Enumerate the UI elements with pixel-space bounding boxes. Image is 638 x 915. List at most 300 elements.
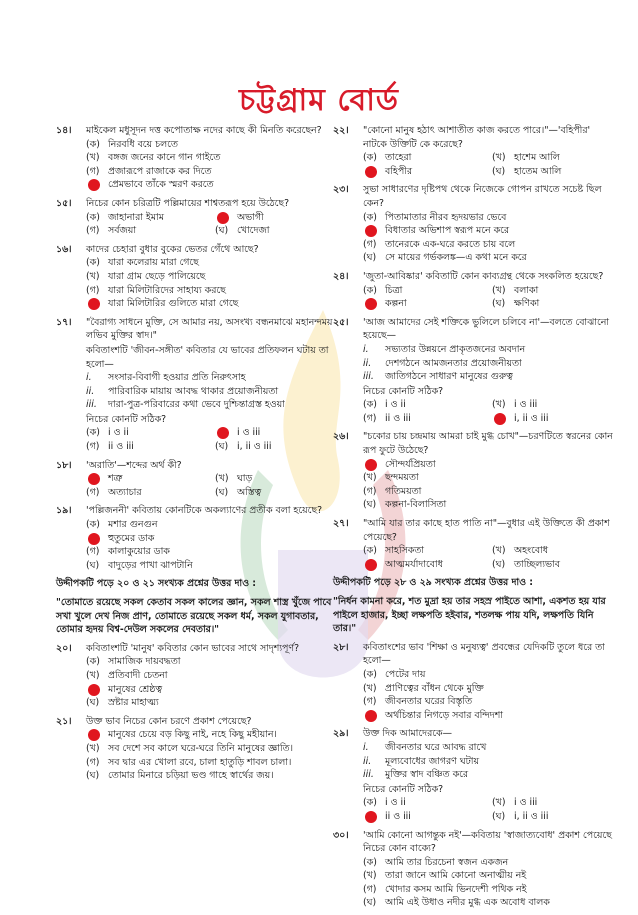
answer-option[interactable] <box>363 544 486 558</box>
statement-text: দারা-পুত্র-পরিবারের কথা ভেবে দুশ্চিন্তাগ্রস্ত হওয়া <box>108 399 285 411</box>
option-text: i, ii ও iii <box>514 412 549 424</box>
answer-option[interactable] <box>86 683 338 697</box>
option-text: মশার গুনগুন <box>108 519 158 531</box>
options-list <box>363 284 615 311</box>
answer-marker <box>365 559 377 571</box>
answer-option[interactable] <box>86 472 209 486</box>
option-label: (ঘ) <box>86 697 100 709</box>
answer-option[interactable] <box>215 486 338 500</box>
answer-option[interactable] <box>86 756 338 770</box>
option-label: (ঘ) <box>363 252 377 264</box>
option-label: (ঘ) <box>363 499 377 511</box>
question-number: ২৭। <box>333 518 349 530</box>
question-item <box>56 642 338 710</box>
answer-option[interactable] <box>363 668 615 682</box>
statement-item <box>363 768 615 782</box>
option-label: (ক) <box>86 427 100 439</box>
option-text: বঙ্গজ জনের কানে গান গাইতে <box>108 152 221 164</box>
answer-option[interactable] <box>492 412 615 426</box>
answer-option[interactable] <box>363 471 615 485</box>
option-text: ছন্দময়তা <box>385 472 419 484</box>
option-text: সব দ্বার এর খোলা রবে, চালা হাতুড়ি শাবল চালা। <box>108 756 292 768</box>
option-label: (ক) <box>86 519 100 531</box>
option-text: i, ii ও iii <box>237 441 272 453</box>
option-label: (ক) <box>363 545 377 557</box>
option-text: যারা মিলিটারিদের সাহায্য করছে <box>108 284 226 296</box>
answer-option[interactable] <box>363 165 486 179</box>
option-label: (ক) <box>363 211 377 223</box>
option-text: সৌন্দর্যপ্রিয়তা <box>385 458 436 470</box>
answer-option[interactable] <box>86 297 338 311</box>
answer-option[interactable] <box>363 883 615 897</box>
stimulus-text: "তোমাতে রয়েছে সকল কেতাব সকল কালের জ্ঞান, সকল শাস্ত্র খুঁজে পাবে সখা খুলে দেখ নিজ প্রাণ, তোমাতে রয়েছে সকল ধর্ম, সকল যুগাবতার, তোমার হৃদয় বিশ্ব-দেউল সকলের দেবতার।" <box>56 597 332 636</box>
statement-label: ii. <box>363 755 372 767</box>
option-text: i ও ii <box>385 797 406 809</box>
question-number: ২৩। <box>333 184 349 196</box>
option-text: প্রজারূপে রাজাকে কর দিতে <box>108 165 212 177</box>
option-label: (খ) <box>86 270 100 282</box>
statement-label: ii. <box>86 385 95 397</box>
option-label: (খ) <box>492 545 506 557</box>
option-text: কল্পনা-বিলাসিতা <box>385 499 447 511</box>
option-text: যারা কলেরায় মারা গেছে <box>108 257 199 269</box>
answer-marker <box>88 298 100 310</box>
question-stem: 'আজ আমাদের সেই শক্তিকে ভুলিলে চলিবে না'—বলতে বোঝানো হয়েছে— <box>363 316 610 342</box>
question-stem: 'আমি কোনো আগন্তুক নই'—কবিতায় 'স্বাজাত্যবোধ' প্রকাশ পেয়েছে নিচের কোন বাক্যে? <box>363 829 612 855</box>
answer-option[interactable] <box>86 669 338 683</box>
answer-option[interactable] <box>86 138 338 152</box>
answer-option[interactable] <box>363 398 486 412</box>
options-list <box>363 856 615 910</box>
question-item <box>333 727 615 823</box>
answer-option[interactable] <box>86 532 338 546</box>
answer-option[interactable] <box>86 728 338 742</box>
answer-option[interactable] <box>86 256 338 270</box>
question-number: ২৪। <box>333 270 349 282</box>
question-number: ২৫। <box>333 316 349 328</box>
question-stem: "কোনো মানুষ হঠাৎ আশাতীত কাজ করতে পারে।"—'বহিপীর' নাটকে উক্তিটি কে করেছে? <box>363 125 591 150</box>
option-text: হাশেম আলি <box>514 152 560 164</box>
question-number: ৩০। <box>333 829 349 841</box>
question-stem: কাদের চেহারা বুধার বুকের ভেতর গেঁথে আছে? <box>86 243 259 255</box>
option-text: শত্রু <box>108 473 123 485</box>
option-label: (গ) <box>363 485 377 497</box>
statement-item <box>363 357 615 371</box>
options-list <box>363 398 615 425</box>
question-number: ১৭। <box>56 316 72 328</box>
options-list <box>363 458 615 512</box>
statement-item <box>86 385 338 399</box>
option-text: আত্মমর্যাদাবোধ <box>385 558 443 570</box>
statement-item <box>363 370 615 384</box>
options-list <box>86 138 338 192</box>
statement-label: i. <box>86 372 92 384</box>
answer-option[interactable] <box>363 682 615 696</box>
option-label: (গ) <box>363 412 377 424</box>
option-label: (ঘ) <box>492 558 506 570</box>
statement-text: মূল্যবোধের জাগরণ ঘটায় <box>385 755 479 767</box>
option-text: ক্ষণিকা <box>514 298 540 310</box>
answer-marker <box>88 473 100 485</box>
option-label: (গ) <box>86 756 100 768</box>
answer-option[interactable] <box>492 544 615 558</box>
option-label: (ঘ) <box>492 298 506 310</box>
answer-option[interactable] <box>215 426 338 440</box>
question-number: ২০। <box>56 642 72 654</box>
question-number: ১৮। <box>56 459 72 471</box>
answer-option[interactable] <box>86 426 209 440</box>
statement-item <box>86 398 338 412</box>
statement-label: i. <box>363 343 369 355</box>
question-item <box>333 183 615 265</box>
statement-item <box>363 755 615 769</box>
option-text: পিতামাতার নীরব হৃদয়ভার ভেবে <box>385 211 507 223</box>
answer-option[interactable] <box>215 440 338 454</box>
option-text: জাহানারা ইমাম <box>108 211 164 223</box>
answer-option[interactable] <box>86 178 338 192</box>
question-item <box>56 243 338 311</box>
option-label: (ঘ) <box>363 897 377 909</box>
option-text: অভাগী <box>237 211 264 223</box>
question-number: ১৯। <box>56 505 72 517</box>
answer-option[interactable] <box>492 284 615 298</box>
question-stem: উক্ত ভাব নিচের কোন চরণে প্রকাশ পেয়েছে? <box>86 715 252 727</box>
answer-option[interactable] <box>363 810 486 824</box>
option-label: (ঘ) <box>86 559 100 571</box>
answer-option[interactable] <box>363 485 615 499</box>
question-stem: 'পল্লিজননী' কবিতায় কোনটিকে অকল্যাণের প্রতীক বলা হয়েছে? <box>86 505 323 517</box>
option-label: (গ) <box>86 165 100 177</box>
answer-option[interactable] <box>492 297 615 311</box>
option-text: সাহসিকতা <box>385 545 425 557</box>
options-list <box>363 796 615 823</box>
option-label: (গ) <box>86 546 100 558</box>
answer-option[interactable] <box>363 211 615 225</box>
question-number: ২৮। <box>333 641 349 653</box>
question-stem: "আমি যার তার কাছে হাত পাতি না"—বুধার এই উক্তিতে কী প্রকাশ পেয়েছে? <box>363 518 610 543</box>
option-label: (ক) <box>363 399 377 411</box>
option-label: (গ) <box>363 696 377 708</box>
answer-option[interactable] <box>215 211 338 225</box>
option-text: তানেরকে এক-ঘরে করতে চায় বলে <box>385 238 516 250</box>
stimulus-text: "নির্ধন কামনা করে, শত মুদ্রা হয় তার সহস্র পাইতে আশা, একশত হয় যার পাইলে হাজার, ইচ্ছা লক্ষপতি হইবার, শতলক্ষ পায় যদি, লক্ষপতি যিনি তার।" <box>333 596 606 635</box>
answer-option[interactable] <box>86 165 338 179</box>
answer-option[interactable] <box>363 458 615 472</box>
option-label: (ক) <box>86 211 100 223</box>
options-list <box>363 544 615 571</box>
option-text: সে মায়ের গর্ভকলঙ্ক—এ কথা মনে করে <box>385 252 527 264</box>
option-label: (খ) <box>492 284 506 296</box>
options-list <box>363 668 615 722</box>
statement-text: পারিবারিক মায়ায় আবদ্ধ থাকার প্রয়োজনীয়তা <box>108 385 279 397</box>
answer-option[interactable] <box>363 224 615 238</box>
answer-option[interactable] <box>86 559 338 573</box>
question-item <box>56 459 338 500</box>
option-text: কালাকুয়োর ডাক <box>108 546 170 558</box>
question-number: ১৪। <box>56 125 72 136</box>
answer-option[interactable] <box>363 498 615 512</box>
statement-label: iii. <box>363 769 374 781</box>
answer-option[interactable] <box>86 518 338 532</box>
option-text: অস্তিত্ব <box>237 486 262 498</box>
answer-option[interactable] <box>363 297 486 311</box>
question-stem: মাইকেল মধুসূদন দত্ত কপোতাক্ষ নদের কাছে কী মিনতি করেছেন? <box>86 125 322 136</box>
option-text: তাহেরা <box>385 152 412 164</box>
option-text: ii ও iii <box>385 810 411 822</box>
answer-option[interactable] <box>363 896 615 910</box>
option-text: বিধাতার অভিশাপ স্বরূপ মনে করে <box>385 225 510 237</box>
option-text: আমি এই উধাও নদীর মুগ্ধ এক অবোধ বালক <box>385 897 550 909</box>
option-text: গতিময়তা <box>385 485 422 497</box>
option-text: অর্থচিন্তার নিগড়ে সবার বন্দিদশা <box>385 709 503 721</box>
option-label: (ঘ) <box>492 810 506 822</box>
question-item <box>56 504 338 572</box>
question-item <box>56 316 338 454</box>
question-stem: 'অরাতি'—শব্দের অর্থ কী? <box>86 459 182 471</box>
answer-option[interactable] <box>492 398 615 412</box>
answer-option[interactable] <box>492 558 615 572</box>
option-text: সামাজিক দায়বদ্ধতা <box>108 656 181 668</box>
option-text: অত্যাচার <box>108 486 142 498</box>
answer-option[interactable] <box>363 284 486 298</box>
option-text: ঘাড় <box>237 473 253 485</box>
statement-item <box>363 343 615 357</box>
option-text: হুতুমের ডাক <box>108 532 155 544</box>
options-list <box>86 256 338 310</box>
answer-option[interactable] <box>363 151 486 165</box>
statement-item <box>363 741 615 755</box>
option-text: যারা গ্রাম ছেড়ে পালিয়েছে <box>108 270 206 282</box>
option-label: (গ) <box>86 441 100 453</box>
answer-option[interactable] <box>363 856 615 870</box>
statement-text: সভ্যতার উন্নয়নে প্রাকৃতজনের অবদান <box>385 343 526 355</box>
question-item <box>333 517 615 571</box>
option-text: সর্বজয়া <box>108 225 137 237</box>
option-text: স্রষ্টার মাহাত্ম্য <box>108 697 159 709</box>
answer-option[interactable] <box>492 165 615 179</box>
option-text: i ও ii <box>385 399 406 411</box>
option-text: তারা জানে আমি কোনো অনাত্মীয় নই <box>385 870 527 882</box>
question-number: ১৬। <box>56 243 72 255</box>
answer-option[interactable] <box>215 472 338 486</box>
question-stem-2: কবিতাংশটি 'জীবন-সঙ্গীত' কবিতার যে ভাবের প্রতিফলন ঘটায় তা হলো— <box>86 344 329 370</box>
answer-marker <box>88 729 100 741</box>
answer-option[interactable] <box>363 695 615 709</box>
answer-marker <box>365 166 377 178</box>
answer-option[interactable] <box>492 796 615 810</box>
answer-option[interactable] <box>492 810 615 824</box>
statement-text: জীবনতার ঘরে আবদ্ধ রাখে <box>385 741 487 753</box>
option-text: i ও iii <box>514 399 538 411</box>
answer-marker <box>365 459 377 471</box>
option-text: তোমার মিনারে চড়িয়া ভণ্ড গাহে স্বার্থের জয়। <box>108 770 274 782</box>
question-item <box>56 124 338 192</box>
answer-option[interactable] <box>492 151 615 165</box>
options-list <box>363 211 615 265</box>
option-text: পেটের দায় <box>385 668 426 680</box>
answer-option[interactable] <box>86 284 338 298</box>
option-text: হাতেম আলি <box>514 165 562 177</box>
answer-marker <box>365 298 377 310</box>
option-text: তাচ্ছিল্যভাব <box>514 558 560 570</box>
option-text: মানুষের শ্রেষ্ঠত্ব <box>108 683 162 695</box>
answer-marker <box>88 533 100 545</box>
question-item <box>333 430 615 512</box>
option-text: আমি তার চিরচেনা স্বজন একজন <box>385 856 509 868</box>
statement-text: দেশগঠনে আমজনতার প্রয়োজনীয়তা <box>385 357 522 369</box>
question-item <box>333 124 615 178</box>
question-item <box>333 316 615 426</box>
stimulus-heading: উদ্দীপকটি পড়ে ২৮ ও ২৯ সংখ্যক প্রশ্নের উত্তর দাও : <box>333 577 534 589</box>
option-label: (ঘ) <box>215 486 229 498</box>
option-text: i ও iii <box>237 427 261 439</box>
stimulus-heading: উদ্দীপকটি পড়ে ২০ ও ২১ সংখ্যক প্রশ্নের উত্তর দাও : <box>56 578 257 590</box>
answer-option[interactable] <box>363 558 486 572</box>
answer-option[interactable] <box>215 224 338 238</box>
answer-option[interactable] <box>86 696 338 710</box>
option-label: (গ) <box>86 284 100 296</box>
left-column <box>56 124 338 788</box>
option-text: নিরবধি বয়ে চলতে <box>108 138 178 150</box>
answer-option[interactable] <box>86 440 209 454</box>
option-label: (খ) <box>363 682 377 694</box>
answer-option[interactable] <box>86 769 338 783</box>
answer-option[interactable] <box>86 545 338 559</box>
question-item <box>56 715 338 783</box>
option-label: (খ) <box>363 472 377 484</box>
question-stem: কবিতাংশের ভাব 'শিক্ষা ও মনুষ্যত্ব' প্রবন্ধের যেদিকটি তুলে ধরে তা হলো— <box>363 641 605 667</box>
option-label: (ঘ) <box>215 441 229 453</box>
option-text: জীবনতার ঘরের বিস্তৃতি <box>385 696 472 708</box>
options-list <box>86 728 338 782</box>
question-stem: কবিতাংশটি 'মানুষ' কবিতার কোন ভাবের সাথে সাদৃশ্যপূর্ণ? <box>86 642 300 654</box>
option-text: বহিপীর <box>385 165 413 177</box>
statement-label: ii. <box>363 357 372 369</box>
option-label: (ক) <box>363 152 377 164</box>
option-label: (ঘ) <box>215 225 229 237</box>
answer-option[interactable] <box>363 869 615 883</box>
question-number: ১৫। <box>56 197 72 209</box>
statement-text: সংসার-বিবাগী হওয়ার প্রতি নিরুৎসাহ <box>108 372 246 384</box>
option-label: (গ) <box>86 225 100 237</box>
option-label: (খ) <box>492 152 506 164</box>
question-stem: নিচের কোন চরিত্রটি পল্লিমায়ের শাশ্বতরূপ হয়ে উঠেছে? <box>86 197 290 209</box>
option-label: (খ) <box>86 152 100 164</box>
option-text: প্রেমভাবে তাঁকে স্মরণ করতে <box>108 179 214 191</box>
answer-marker <box>365 225 377 237</box>
statement-text: মুক্তির স্বাদ বঞ্চিত করে <box>385 769 469 781</box>
answer-option[interactable] <box>86 655 338 669</box>
question-number: ২৬। <box>333 431 349 443</box>
options-list <box>86 655 338 709</box>
answer-option[interactable] <box>86 224 209 238</box>
question-stem: সুভা সাধারণের দৃষ্টিপথ থেকে নিজেকে গোপন রাখতে সচেষ্ট ছিল কেন? <box>363 184 602 209</box>
question-stem: "চকোর চায় চন্দ্রমায় আমরা চাই মুগ্ধ চোখ"—চরণটিতে স্বরনের কোন রূপ ফুটে উঠেছে? <box>363 431 613 457</box>
option-label: (গ) <box>86 486 100 498</box>
answer-option[interactable] <box>86 486 209 500</box>
answer-marker <box>365 811 377 823</box>
answer-marker <box>365 710 377 722</box>
question-item <box>333 641 615 723</box>
question-number: ২৯। <box>333 728 349 740</box>
statement-label: iii. <box>86 399 97 411</box>
option-label: (ক) <box>86 257 100 269</box>
question-item <box>333 829 615 911</box>
answer-option[interactable] <box>86 742 338 756</box>
answer-option[interactable] <box>363 251 615 265</box>
question-stem: "বৈরাগ্য সাধনে মুক্তি, সে আমার নয়, অসংখ্য বন্ধনমাঝে মহানন্দময় লভিব মুক্তির স্বাদ।" <box>86 316 333 342</box>
option-text: ii ও iii <box>108 441 134 453</box>
options-list <box>363 151 615 178</box>
question-number: ২২। <box>333 125 349 136</box>
answer-option[interactable] <box>363 238 615 252</box>
option-label: (ক) <box>363 856 377 868</box>
option-label: (খ) <box>215 473 229 485</box>
option-text: যারা মিলিটারির গুলিতে মারা গেছে <box>108 298 239 310</box>
option-text: অহংবোধ <box>514 545 549 557</box>
question-prompt: নিচের কোনটি সঠিক? <box>86 413 167 425</box>
option-text: খোদেজা <box>237 225 270 237</box>
answer-option[interactable] <box>86 151 338 165</box>
page-title: চট্টগ্রাম বোর্ড <box>238 83 400 118</box>
answer-option[interactable] <box>363 709 615 723</box>
statement-label: i. <box>363 741 369 753</box>
answer-option[interactable] <box>363 796 486 810</box>
question-stem: উক্ত দিক আমাদেরকে— <box>363 728 452 740</box>
option-label: (ক) <box>86 138 100 150</box>
statement-item <box>86 371 338 385</box>
option-text: i ও iii <box>514 797 538 809</box>
option-label: (খ) <box>86 742 100 754</box>
option-text: চিত্রা <box>385 284 403 296</box>
question-stem: 'জুতা-আবিষ্কার' কবিতাটি কোন কাব্যগ্রন্থ থেকে সংকলিত হয়েছে? <box>363 270 604 282</box>
options-list <box>86 518 338 572</box>
option-label: (গ) <box>363 238 377 250</box>
option-text: ii ও iii <box>385 412 411 424</box>
answer-marker <box>88 179 100 191</box>
right-column <box>333 124 615 915</box>
answer-marker <box>217 427 229 439</box>
option-label: (খ) <box>363 870 377 882</box>
option-text: প্রতিবাদী চেতনা <box>108 669 168 681</box>
statement-label: iii. <box>363 371 374 383</box>
option-label: (ঘ) <box>492 165 506 177</box>
option-label: (ঘ) <box>86 770 100 782</box>
statement-text: জাতিগঠনে সাধারণ মানুষের গুরুত্ব <box>385 371 513 383</box>
option-label: (ক) <box>86 656 100 668</box>
answer-option[interactable] <box>363 412 486 426</box>
answer-option[interactable] <box>86 270 338 284</box>
option-text: i, ii ও iii <box>514 810 549 822</box>
options-list <box>86 472 338 499</box>
option-text: i ও ii <box>108 427 129 439</box>
option-text: সব দেশে সব কালে ঘরে-ঘরে তিনি মানুষের জ্ঞাতি। <box>108 742 293 754</box>
answer-marker <box>217 212 229 224</box>
question-item <box>56 197 338 238</box>
answer-option[interactable] <box>86 211 209 225</box>
options-list <box>86 426 338 453</box>
option-text: খোদার কসম আমি ভিনদেশী পথিক নই <box>385 883 527 895</box>
option-text: কল্পনা <box>385 298 407 310</box>
option-label: (খ) <box>492 797 506 809</box>
option-label: (ক) <box>363 668 377 680</box>
option-label: (খ) <box>492 399 506 411</box>
option-label: (ক) <box>363 284 377 296</box>
answer-marker <box>494 413 506 425</box>
question-prompt: নিচের কোনটি সঠিক? <box>363 385 444 397</box>
option-text: বলাকা <box>514 284 539 296</box>
option-label: (গ) <box>363 883 377 895</box>
